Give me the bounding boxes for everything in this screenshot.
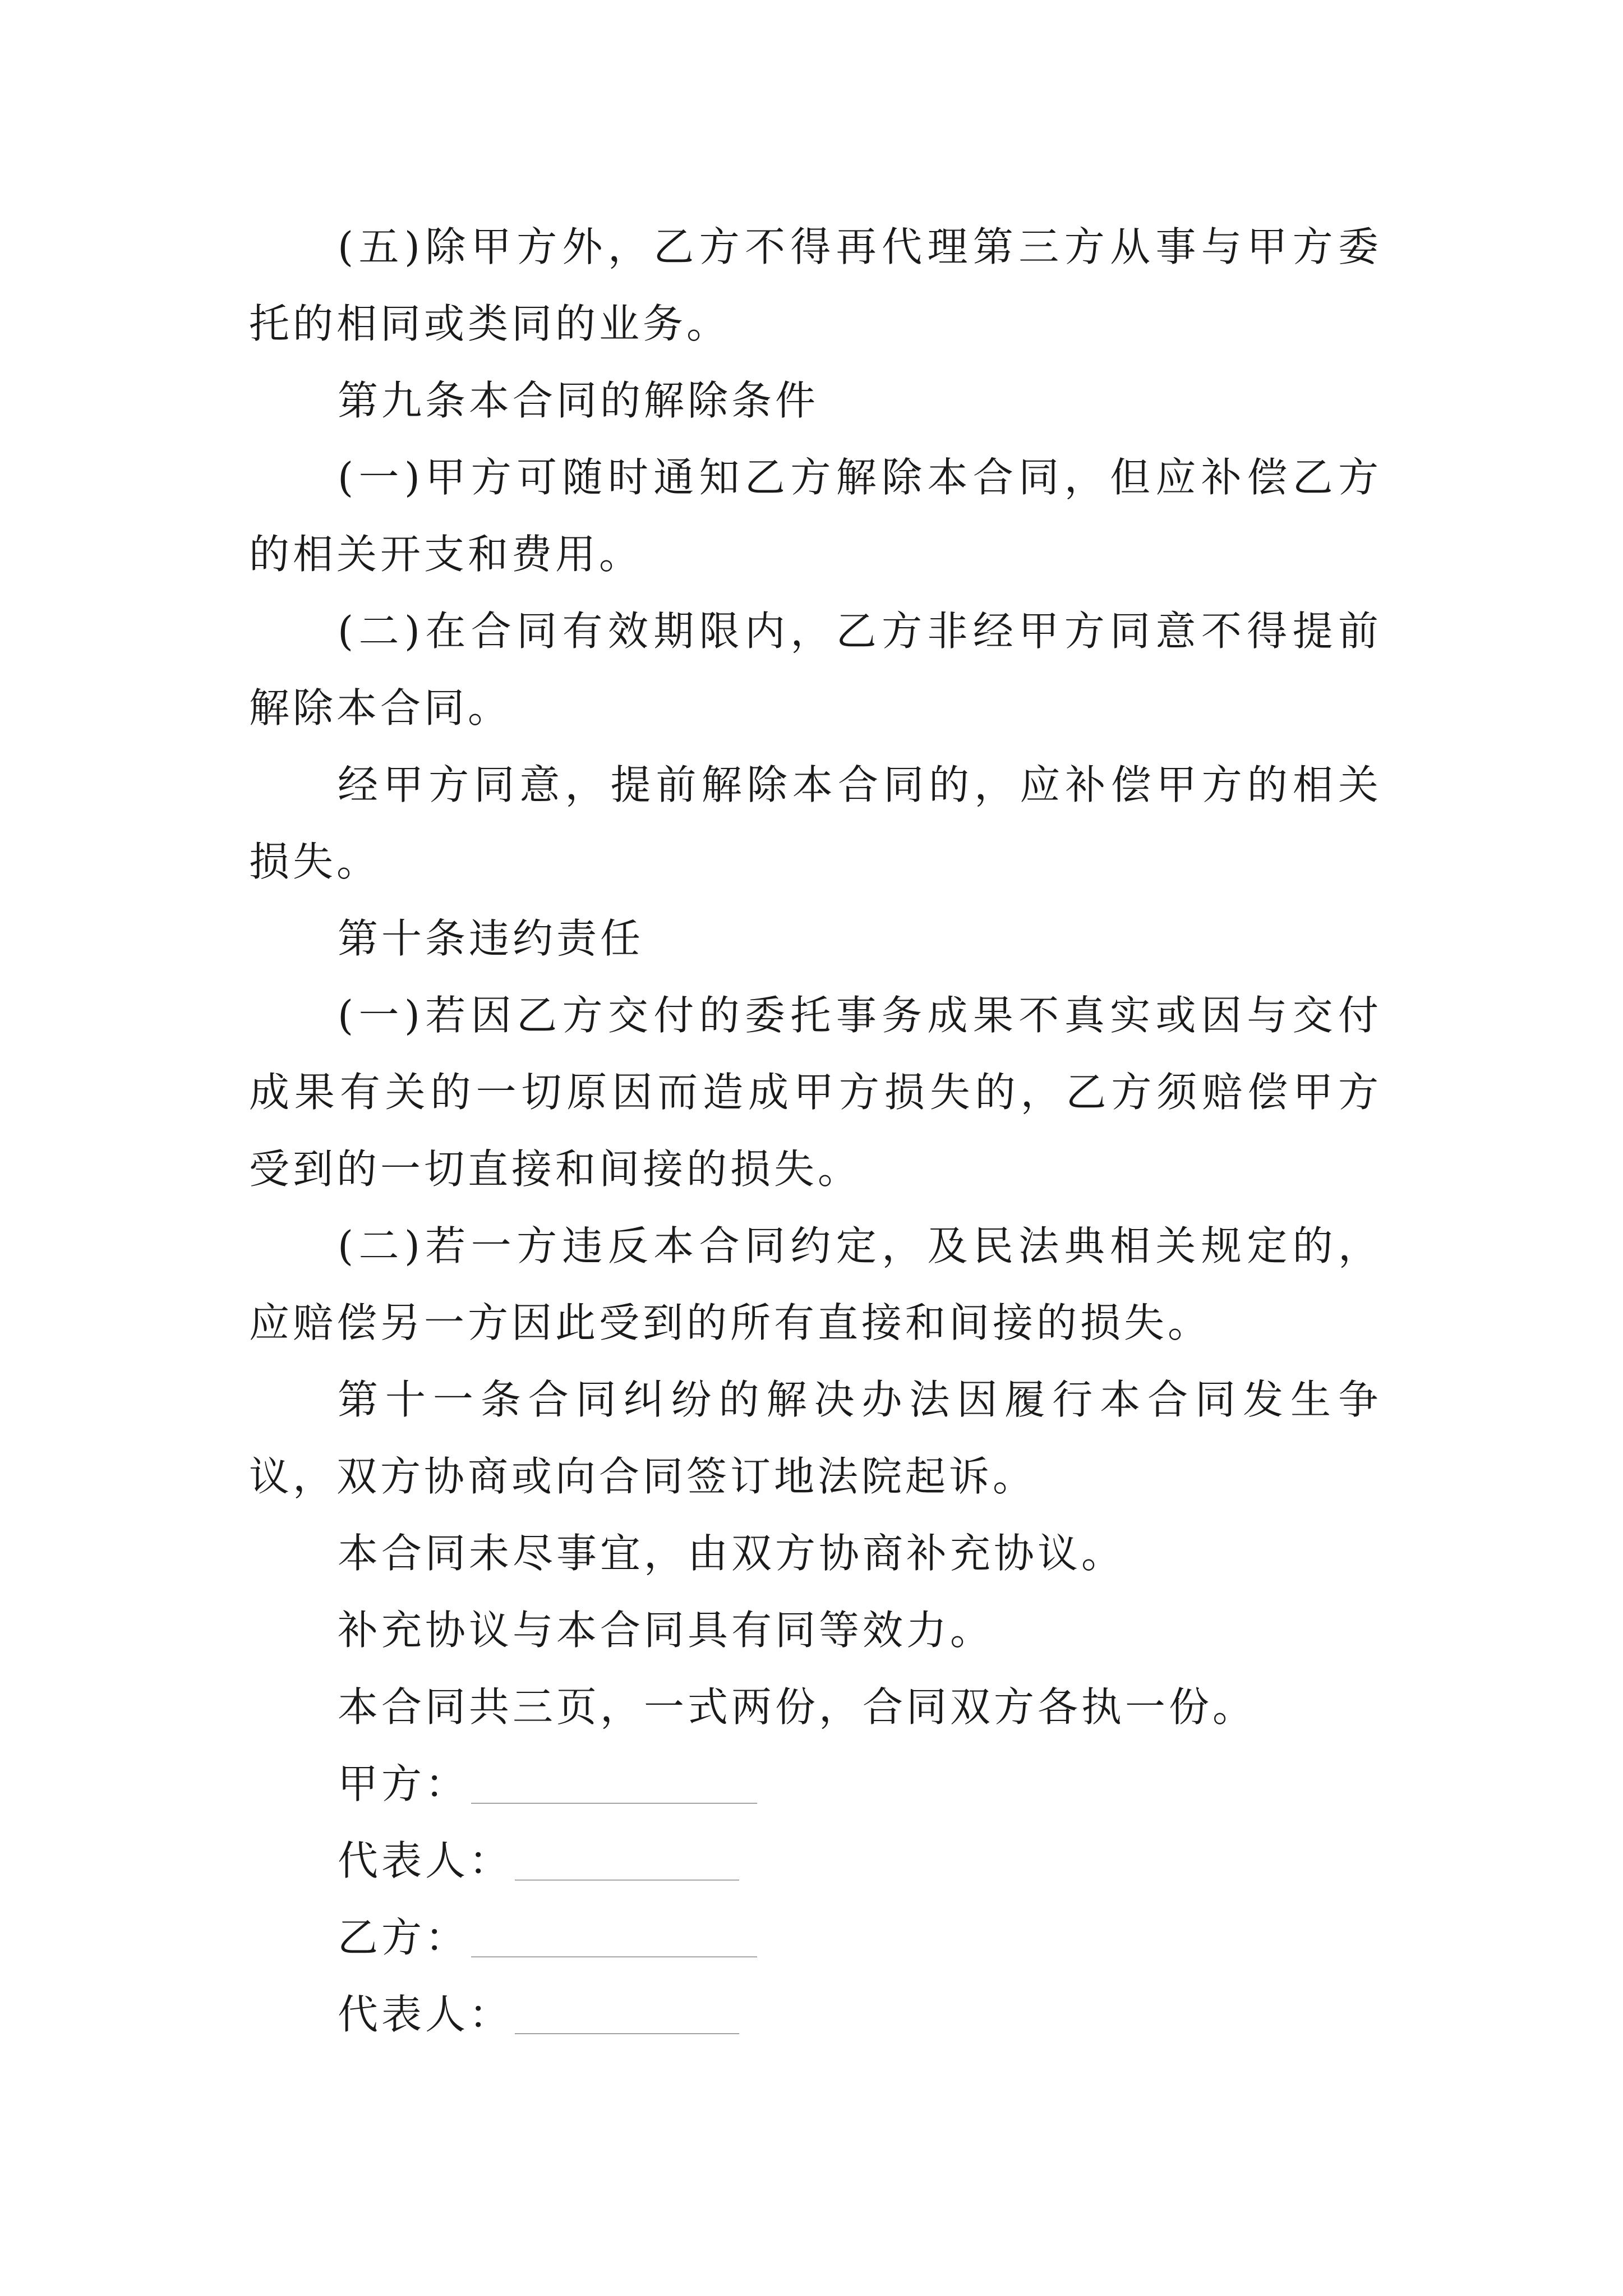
paragraph-copies: 本合同共三页，一式两份，合同双方各执一份。 <box>338 1683 1257 1731</box>
heading-article-10: 第十条违约责任 <box>338 915 644 962</box>
document-body <box>249 209 1382 2053</box>
paragraph-clause-5: (五)除甲方外，乙方不得再代理第三方从事与甲方委托的相同或类同的业务。 <box>249 223 1382 347</box>
paragraph-supplement-2: 补充协议与本合同具有同等效力。 <box>338 1607 994 1654</box>
party-a-rep-label: 代表人： <box>338 1837 513 1884</box>
signature-party-a-representative <box>249 1823 1382 1899</box>
paragraph-termination-3: 经甲方同意，提前解除本合同的，应补偿甲方的相关损失。 <box>249 761 1382 885</box>
party-b-rep-blank-line <box>515 2033 739 2034</box>
paragraph-liability-1: (一)若因乙方交付的委托事务成果不真实或因与交付成果有关的一切原因而造成甲方损失的，乙方须赔偿甲方受到的一切直接和间接的损失。 <box>249 992 1382 1193</box>
party-b-rep-label: 代表人： <box>338 1991 513 2038</box>
paragraph-article-11: 第十一条合同纠纷的解决办法因履行本合同发生争议，双方协商或向合同签订地法院起诉。 <box>249 1376 1382 1500</box>
paragraph-liability-2: (二)若一方违反本合同约定，及民法典相关规定的，应赔偿另一方因此受到的所有直接和间接的损失。 <box>249 1222 1382 1346</box>
signature-party-b-representative <box>249 1976 1382 2053</box>
paragraph-supplement-1: 本合同未尽事宜，由双方协商补充协议。 <box>338 1530 1126 1577</box>
signature-party-a <box>249 1746 1382 1823</box>
paragraph-termination-1: (一)甲方可随时通知乙方解除本合同，但应补偿乙方的相关开支和费用。 <box>249 454 1382 578</box>
paragraph-termination-2: (二)在合同有效期限内，乙方非经甲方同意不得提前解除本合同。 <box>249 608 1382 731</box>
heading-article-9: 第九条本合同的解除条件 <box>338 377 819 424</box>
party-b-label: 乙方： <box>338 1914 469 1961</box>
signature-party-b <box>249 1899 1382 1976</box>
party-a-label: 甲方： <box>338 1760 469 1807</box>
